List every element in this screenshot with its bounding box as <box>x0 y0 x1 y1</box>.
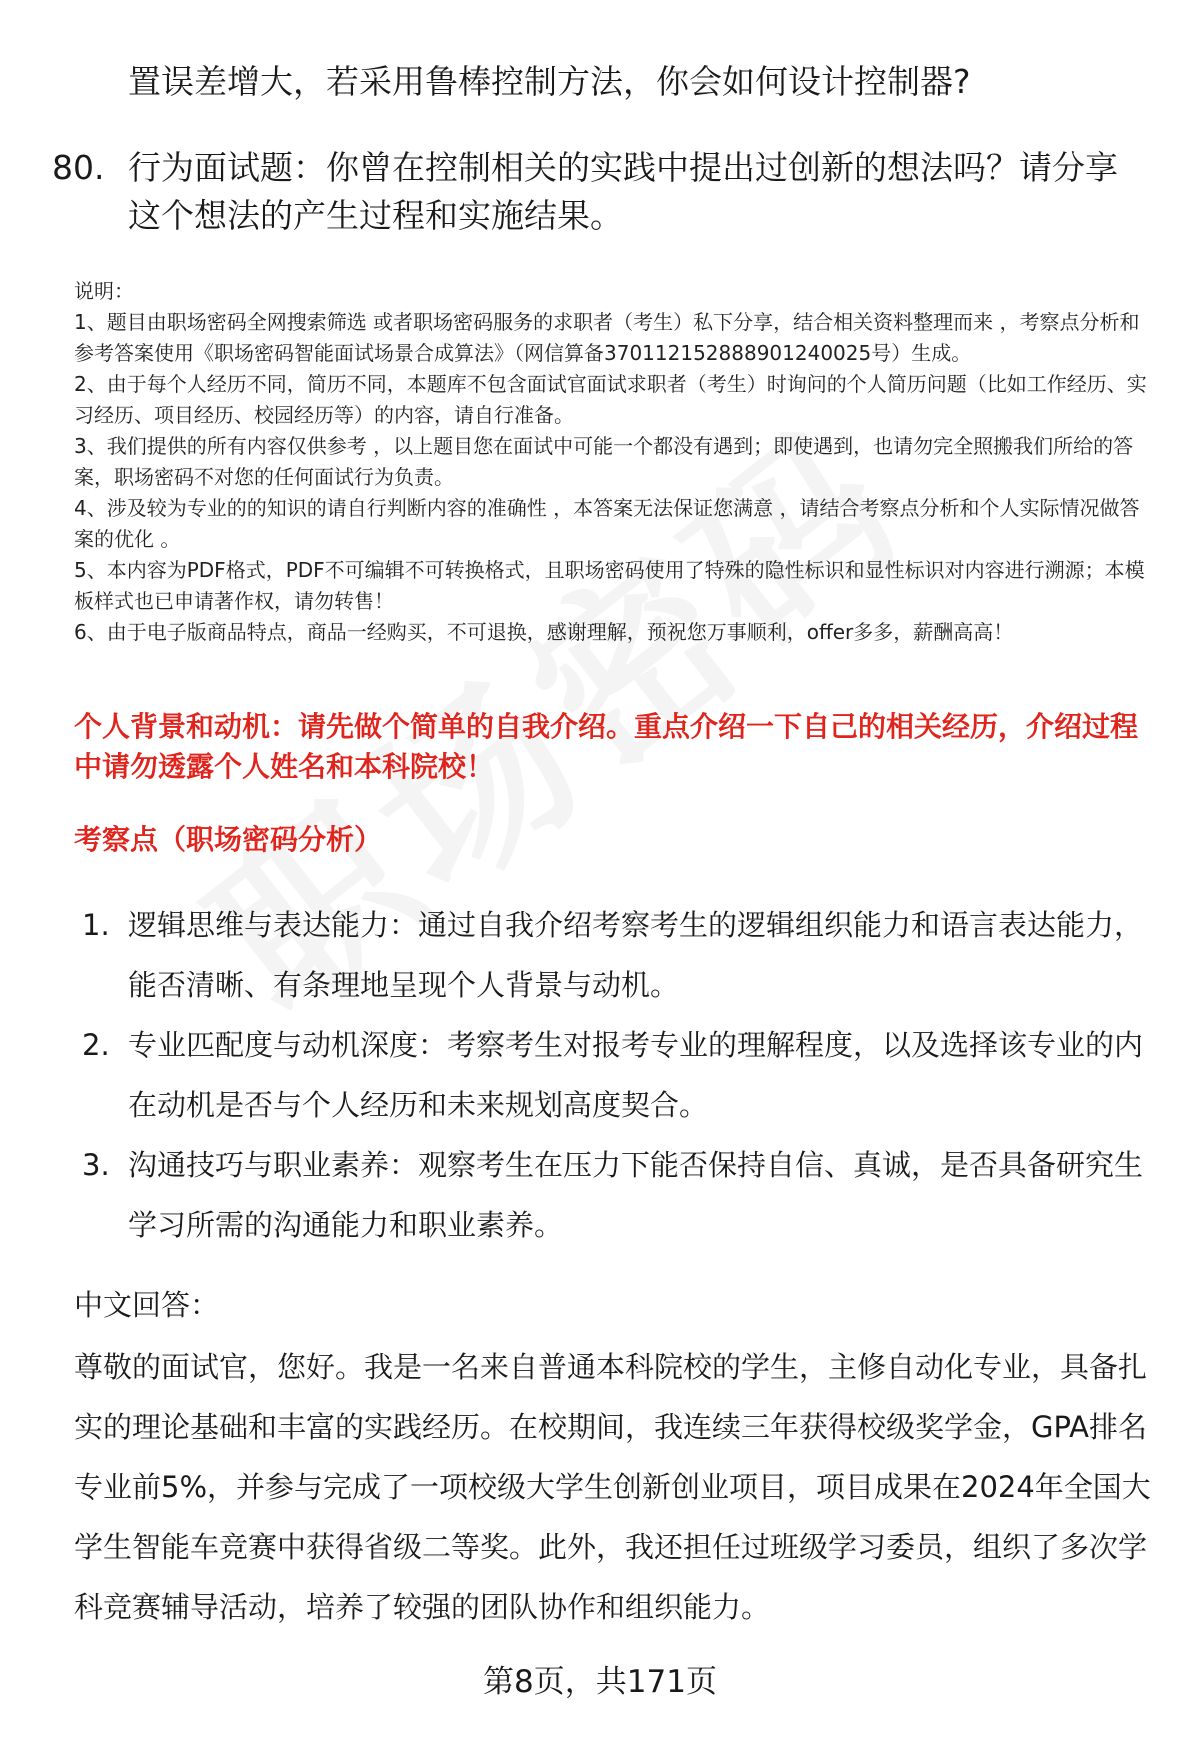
list-item <box>82 895 1152 1015</box>
answer-label: 中文回答： <box>74 1288 220 1322</box>
point-text: 沟通技巧与职业素养：观察考生在压力下能否保持自信、真诚，是否具备研究生学习所需的沟通能力和职业素养。 <box>128 1148 1144 1242</box>
notes-heading: 说明： <box>74 279 134 303</box>
question-80 <box>52 144 1142 240</box>
list-item <box>82 1015 1152 1135</box>
question-continuation: 置误差增大，若采用鲁棒控制方法，你会如何设计控制器? <box>128 62 971 101</box>
note-item: 4、涉及较为专业的的知识的请自行判断内容的准确性 ，本答案无法保证您满意 ，请结合考察点分析和个人实际情况做答案的优化 。 <box>74 496 1140 551</box>
note-item: 2、由于每个人经历不同，简历不同，本题库不包含面试官面试求职者（考生）时询问的个人简历问题（比如工作经历、实习经历、项目经历、校园经历等）的内容，请自行准备。 <box>74 372 1147 427</box>
assessment-points-list <box>82 895 1152 1255</box>
point-number: 2. <box>82 1028 110 1062</box>
question-number: 80. <box>52 148 105 187</box>
section-title: 个人背景和动机：请先做个简单的自我介绍。重点介绍一下自己的相关经历，介绍过程中请勿透露个人姓名和本科院校！ <box>74 710 1139 783</box>
answer-text: 尊敬的面试官，您好。我是一名来自普通本科院校的学生，主修自动化专业，具备扎实的理论基础和丰富的实践经历。在校期间，我连续三年获得校级奖学金，GPA排名专业前5%，并参与完成了一项校级大学生创新创业项目，项目成果在2024年全国大学生智能车竞赛中获得省级二等奖。此外，我还担任过班级学习委员，组织了多次学科竞赛辅导活动，培养了较强的团队协作和组织能力。 <box>74 1350 1151 1624</box>
point-number: 3. <box>82 1148 110 1182</box>
point-number: 1. <box>82 908 110 942</box>
point-text: 逻辑思维与表达能力：通过自我介绍考察考生的逻辑组织能力和语言表达能力，能否清晰、有条理地呈现个人背景与动机。 <box>128 908 1144 1002</box>
note-item: 6、由于电子版商品特点，商品一经购买，不可退换，感谢理解，预祝您万事顺利，offer多多，薪酬高高！ <box>74 620 1014 644</box>
point-text: 专业匹配度与动机深度：考察考生对报考专业的理解程度，以及选择该专业的内在动机是否与个人经历和未来规划高度契合。 <box>128 1028 1144 1122</box>
question-text: 行为面试题：你曾在控制相关的实践中提出过创新的想法吗？请分享这个想法的产生过程和实施结果。 <box>128 148 1118 235</box>
page-footer: 第8页，共171页 <box>483 1664 717 1700</box>
section-subtitle: 考察点（职场密码分析） <box>74 823 383 856</box>
note-item: 1、题目由职场密码全网搜索筛选 或者职场密码服务的求职者（考生）私下分享，结合相关资料整理而来 ，考察点分析和参考答案使用《职场密码智能面试场景合成算法》（网信算备370112152888901240025号）生成。 <box>74 310 1140 365</box>
list-item <box>82 1135 1152 1255</box>
note-item: 3、我们提供的所有内容仅供参考 ，以上题目您在面试中可能一个都没有遇到；即使遇到，也请勿完全照搬我们所给的答案，职场密码不对您的任何面试行为负责。 <box>74 434 1134 489</box>
note-item: 5、本内容为PDF格式，PDF不可编辑不可转换格式，且职场密码使用了特殊的隐性标识和显性标识对内容进行溯源；本模板样式也已申请著作权，请勿转售！ <box>74 558 1145 613</box>
notes-block <box>74 276 1159 648</box>
